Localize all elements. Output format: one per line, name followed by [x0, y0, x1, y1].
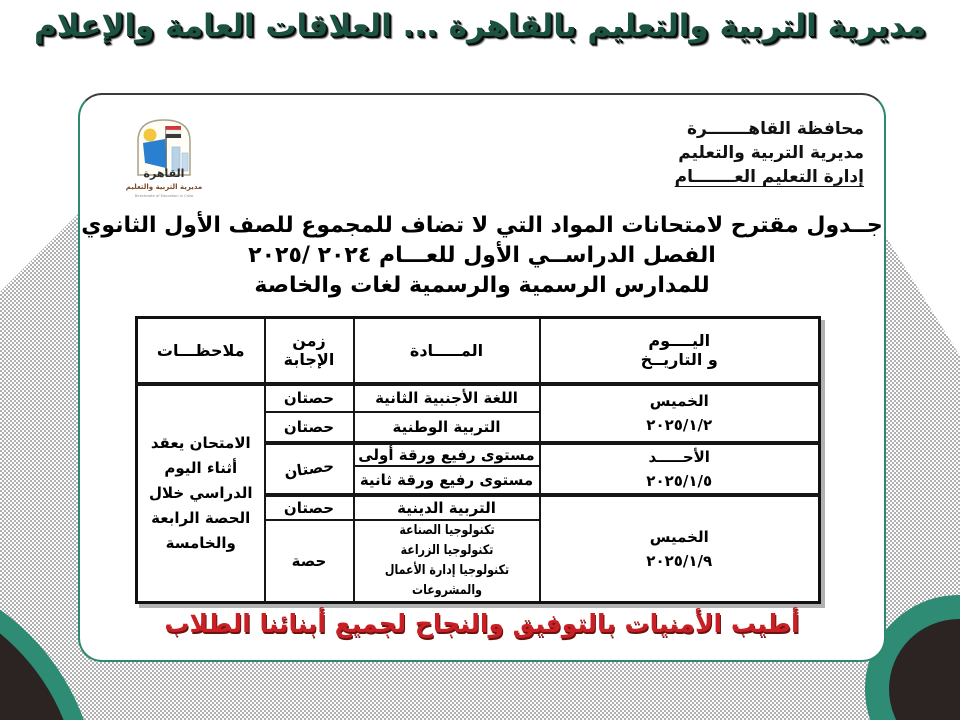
title-line-1: جــدول مقترح لامتحانات المواد التي لا تضاف للمجموع للصف الأول الثانوي [81, 213, 883, 238]
subject-value: تكنولوجيا الصناعة تكنولوجيا الزراعة تكنولوجيا إدارة الأعمال والمشروعات [384, 522, 509, 598]
time-cell: حصتان [265, 412, 354, 443]
day-name: الأحـــــد [648, 447, 710, 466]
document-title [80, 211, 884, 301]
logo-caption-arabic: مديرية التربية والتعليم [125, 183, 203, 191]
day-cell-thursday-2 [540, 495, 820, 603]
day-name: الخميس [649, 392, 709, 410]
table-header-day: اليــــوم و التاريــخ [540, 318, 820, 384]
subject-cell: مستوى رفيع ورقة ثانية [354, 466, 540, 494]
logo-flag-white-stripe [166, 130, 181, 134]
table-header-subject: المـــــادة [354, 318, 540, 384]
table-header-row [137, 318, 820, 384]
banner-title: مديرية التربية والتعليم بالقاهرة ... العلاقات العامة والإعلام [33, 8, 927, 44]
logo-cairo-calligraphy: القاهرة [143, 167, 185, 180]
subject-cell: التربية الوطنية [354, 412, 540, 443]
letterhead-administration: إدارة التعليم العـــــــام [674, 167, 864, 187]
logo-caption-english: Directorate of Education in Cairo [134, 194, 194, 198]
day-name: الخميس [649, 527, 709, 546]
subject-cell: مستوى رفيع ورقة أولى [354, 443, 540, 467]
day-cell-sunday [540, 443, 820, 495]
schedule-table-container [135, 316, 821, 604]
letterhead-governorate: محافظة القاهـــــــرة [687, 119, 864, 139]
cairo-education-logo [116, 113, 212, 209]
table-header-notes: ملاحظـــات [137, 318, 265, 384]
exam-schedule-table [135, 316, 821, 604]
footer-wish-text: أطيب الأمنيات بالتوفيق والنجاح لجميع أبنائنا الطلاب [164, 609, 800, 638]
time-cell: حصتان [265, 495, 354, 520]
day-date: ٢٠٢٥/١/٩ [646, 551, 713, 570]
letterhead [675, 117, 864, 189]
time-value: حصتان [282, 456, 336, 481]
logo-sun-icon [144, 129, 157, 142]
day-date: ٢٠٢٥/١/٢ [646, 416, 713, 434]
notes-cell: الامتحان يعقد أثناء اليوم الدراسي خلال الحصة الرابعة والخامسة [137, 384, 265, 603]
logo-flag-black-stripe [166, 134, 181, 138]
table-header-time: زمن الإجابة [265, 318, 354, 384]
table-row [137, 384, 820, 412]
letterhead-directorate: مديرية التربية والتعليم [678, 143, 864, 163]
title-line-3: للمدارس الرسمية والرسمية لغات والخاصة [254, 273, 710, 298]
subject-cell-technology [354, 520, 540, 603]
logo-flag-red-stripe [166, 126, 181, 130]
subject-cell: التربية الدينية [354, 495, 540, 520]
time-cell-merged [265, 443, 354, 495]
document-card [78, 93, 886, 662]
time-cell: حصتان [265, 384, 354, 412]
time-cell: حصة [265, 520, 354, 603]
day-cell-thursday-1 [540, 384, 820, 443]
day-date: ٢٠٢٥/١/٥ [646, 471, 713, 490]
title-line-2: الفصل الدراســي الأول للعـــام ٢٠٢٤ /٢٠٢٥ [248, 243, 716, 268]
subject-cell: اللغة الأجنبية الثانية [354, 384, 540, 412]
